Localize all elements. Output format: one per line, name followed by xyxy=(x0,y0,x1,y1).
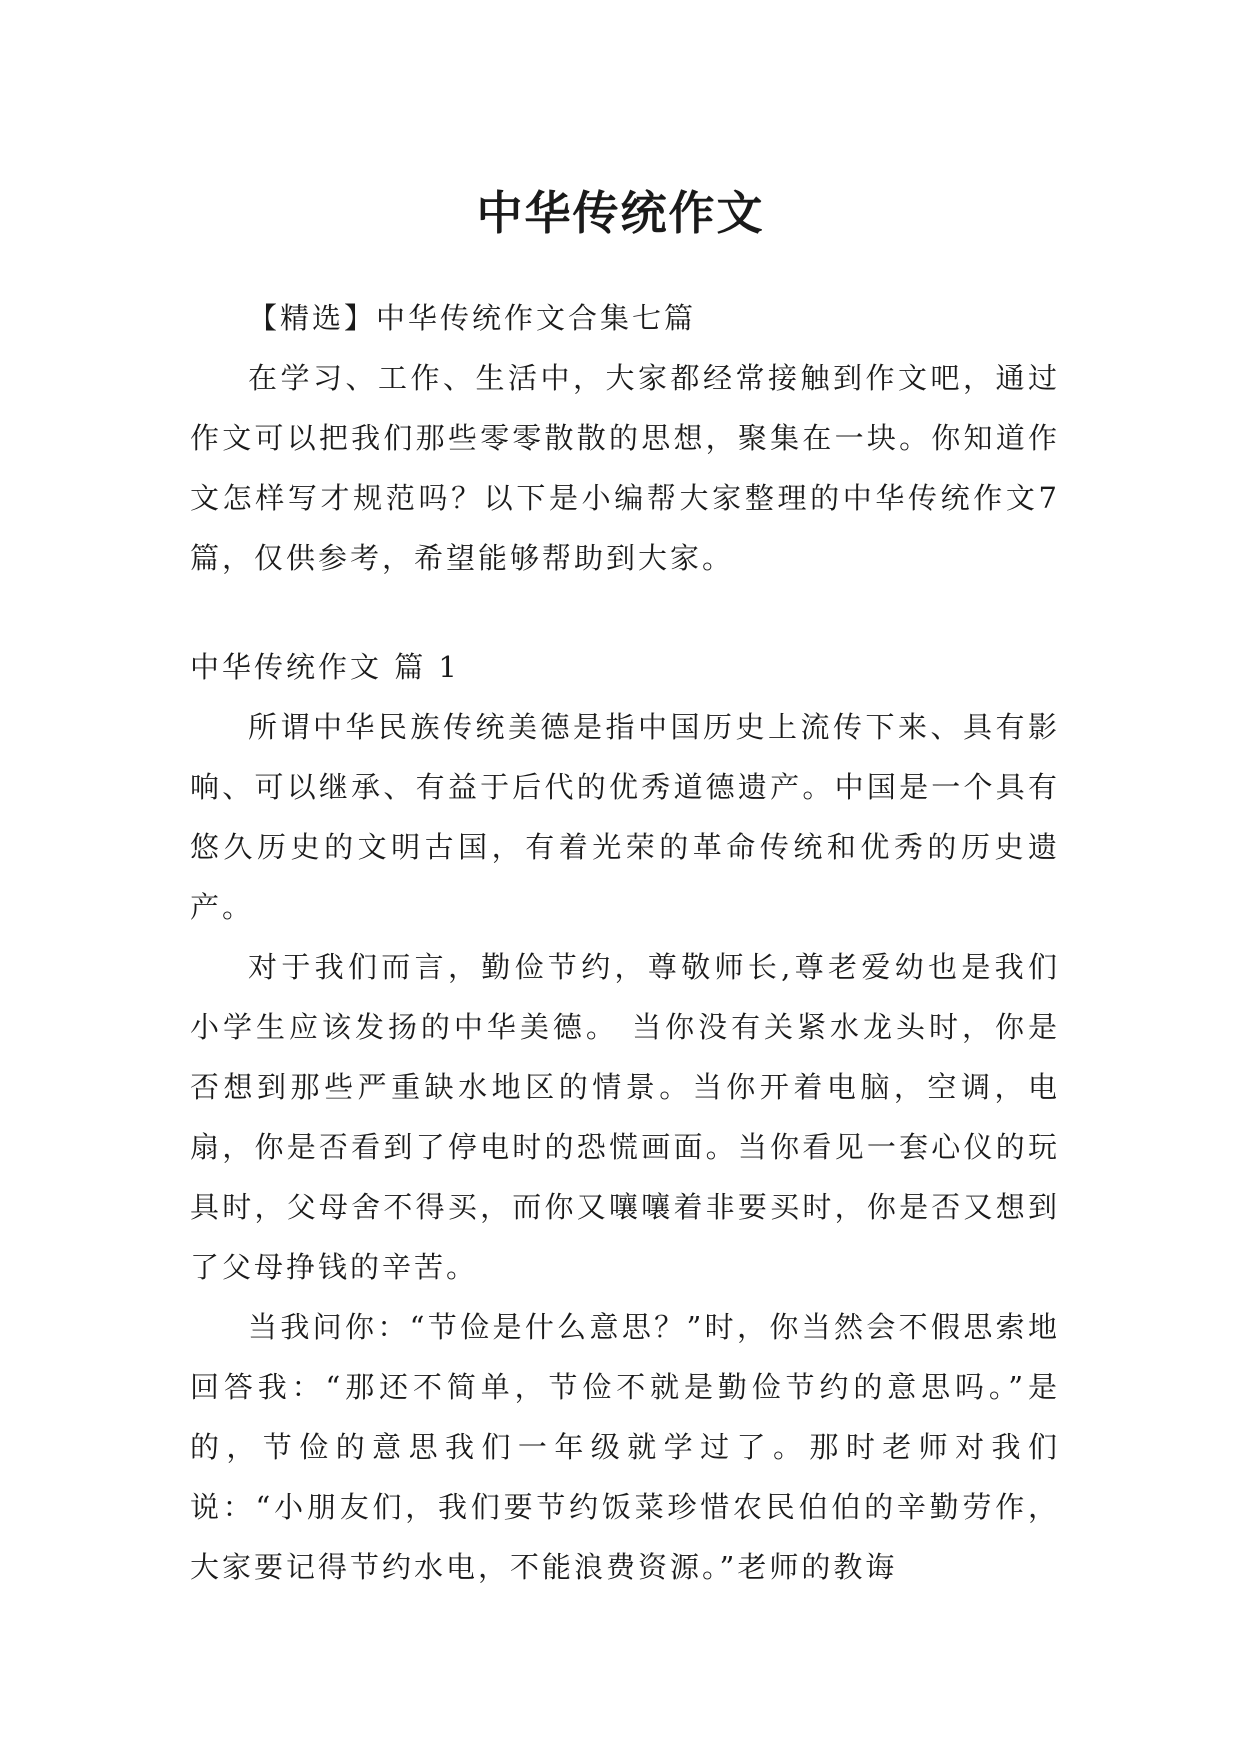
section-paragraph: 对于我们而言，勤俭节约，尊敬师长,尊老爱幼也是我们小学生应该发扬的中华美德。 当你没有关紧水龙头时，你是否想到那些严重缺水地区的情景。当你开着电脑，空调，电扇，你是否看到了停电时的恐慌画面。当你看见一套心仪的玩具时，父母舍不得买，而你又嚷嚷着非要买时，你是否又想到了父母挣钱的辛苦。 xyxy=(190,950,1060,1284)
section-heading: 中华传统作文 篇 1 xyxy=(190,650,460,684)
intro-paragraph: 在学习、工作、生活中，大家都经常接触到作文吧，通过作文可以把我们那些零零散散的思想，聚集在一块。你知道作文怎样写才规范吗？以下是小编帮大家整理的中华传统作文7篇，仅供参考，希望能够帮助到大家。 xyxy=(190,361,1060,575)
intro-section xyxy=(190,288,1060,588)
essay-section-1 xyxy=(190,637,1060,1597)
intro-subtitle: 【精选】中华传统作文合集七篇 xyxy=(248,301,697,335)
document-title: 中华传统作文 xyxy=(476,185,765,240)
section-paragraph: 当我问你：“节俭是什么意思？”时，你当然会不假思索地回答我：“那还不简单，节俭不就是勤俭节约的意思吗。”是的，节俭的意思我们一年级就学过了。那时老师对我们说：“小朋友们，我们要节约饭菜珍惜农民伯伯的辛勤劳作，大家要记得节约水电，不能浪费资源。”老师的教诲 xyxy=(190,1310,1060,1584)
section-paragraph: 所谓中华民族传统美德是指中国历史上流传下来、具有影响、可以继承、有益于后代的优秀道德遗产。中国是一个具有悠久历史的文明古国，有着光荣的革命传统和优秀的历史遗产。 xyxy=(190,710,1060,924)
